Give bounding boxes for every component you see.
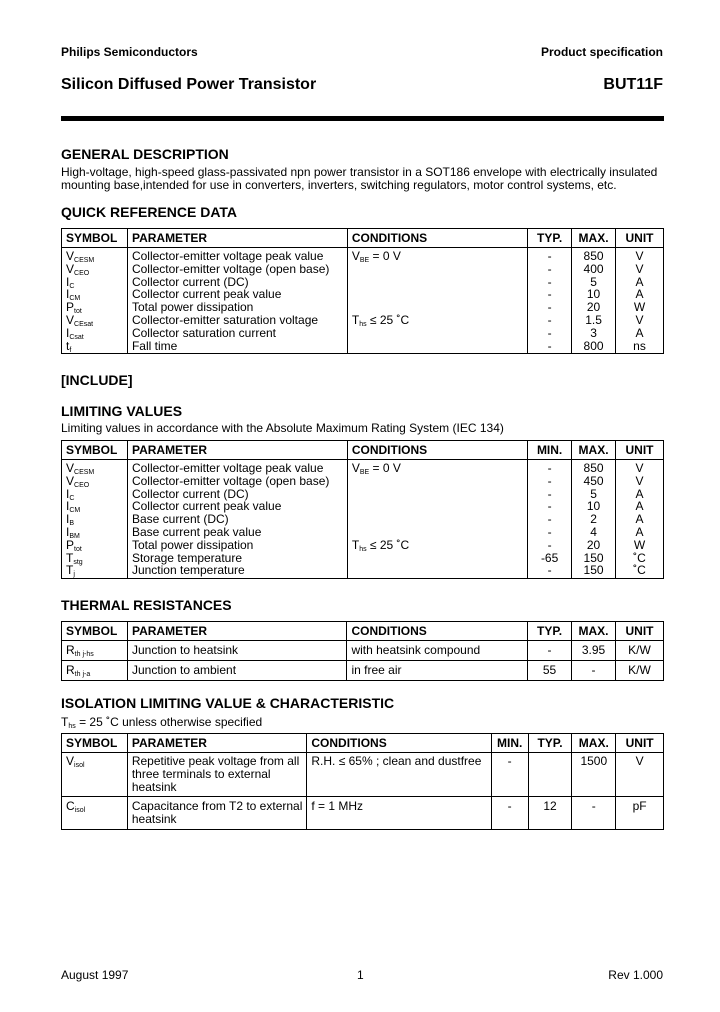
column-header: MAX. [572, 622, 616, 641]
symbol: $P_{tot}$ [66, 300, 82, 316]
parameter: Collector-emitter saturation voltage [131, 312, 319, 327]
quick-reference-table [61, 228, 664, 354]
table-header-row [62, 229, 664, 248]
parameter-column [127, 248, 347, 354]
unit-value: K/W [616, 641, 664, 661]
symbol: $I_B$ [66, 512, 75, 528]
symbol: $t_f$ [66, 338, 72, 354]
column-header: CONDITIONS [307, 734, 491, 753]
column-header: MIN. [528, 441, 572, 460]
isolation-intro: $T_{hs} = 25$ ˚C unless otherwise specified [61, 715, 263, 730]
parameter: Collector current peak value [131, 287, 282, 302]
isolation-heading: ISOLATION LIMITING VALUE & CHARACTERISTIC [61, 695, 395, 711]
parameter: Fall time [131, 338, 178, 353]
footer-revision: Rev 1.000 [608, 968, 663, 982]
symbol: $V_{CESM}$ [66, 249, 95, 264]
column-header: MAX. [572, 229, 616, 248]
parameter: Base current peak value [131, 524, 262, 539]
column-header: UNIT [616, 229, 664, 248]
parameter: Collector-emitter voltage peak value [131, 249, 324, 263]
parameter: Base current (DC) [131, 512, 229, 527]
general-description-text [61, 166, 664, 192]
symbol: $V_{CEO}$ [66, 473, 90, 489]
max-value: 3.95 [572, 641, 616, 661]
column-header: SYMBOL [62, 734, 128, 753]
column-header: TYP. [528, 734, 572, 753]
column-header: MAX. [572, 441, 616, 460]
min-column: - - - - - - - -65 - [528, 460, 572, 579]
footer-date: August 1997 [61, 968, 129, 982]
parameter: Collector-emitter voltage peak value [131, 461, 324, 475]
condition: $T_{hs} \le 25$ ˚C [351, 312, 410, 328]
conditions-column [347, 248, 527, 354]
table-body-row [62, 460, 664, 579]
include-placeholder: [INCLUDE] [61, 372, 133, 388]
parameter: Collector current peak value [131, 499, 282, 514]
typ-value: - [528, 641, 572, 661]
table-row [62, 753, 664, 797]
condition: $V_{BE} = 0$ V [351, 249, 401, 264]
table-row [62, 797, 664, 830]
parameter: Junction to ambient [127, 661, 346, 681]
max-column: 850 450 5 10 2 4 20 150 150 [572, 460, 616, 579]
parameter-column [127, 460, 347, 579]
column-header: UNIT [616, 734, 664, 753]
document-type: Product specification [540, 45, 663, 59]
symbol: $I_C$ [66, 274, 75, 290]
symbol: $T_{stg}$ [66, 550, 83, 566]
column-header: CONDITIONS [347, 441, 527, 460]
column-header: UNIT [616, 441, 664, 460]
condition: $V_{BE} = 0$ V [351, 461, 401, 476]
parameter: Junction to heatsink [127, 641, 346, 661]
conditions-column [347, 460, 527, 579]
symbol: $I_{BM}$ [66, 524, 80, 540]
symbol: $R_{th j-a}$ [62, 661, 128, 681]
quick-reference-heading: QUICK REFERENCE DATA [61, 204, 238, 220]
symbol: $R_{th j-hs}$ [62, 641, 128, 661]
column-header: SYMBOL [62, 441, 128, 460]
limiting-values-intro: Limiting values in accordance with the Absolute Maximum Rating System (IEC 134) [61, 421, 504, 435]
table-header-row [62, 441, 664, 460]
parameter: Collector-emitter voltage (open base) [131, 473, 330, 488]
table-header-row [62, 734, 664, 753]
symbol: $C_{isol}$ [62, 797, 128, 830]
unit-column: V V A A A A W ˚C ˚C [616, 460, 664, 579]
typ-value [528, 753, 572, 797]
symbol: $P_{tot}$ [66, 537, 82, 553]
parameter: Total power dissipation [131, 300, 254, 315]
symbol: $I_{CM}$ [66, 499, 81, 515]
table-header-row [62, 622, 664, 641]
document-title: Silicon Diffused Power Transistor [61, 76, 317, 93]
parameter: Total power dissipation [131, 537, 254, 552]
condition: f = 1 MHz [307, 797, 491, 830]
column-header: CONDITIONS [347, 229, 527, 248]
condition: R.H. ≤ 65% ; clean and dustfree [307, 753, 491, 797]
company-name: Philips Semiconductors [61, 45, 198, 59]
parameter: Storage temperature [131, 550, 243, 565]
max-value: - [572, 661, 616, 681]
parameter: Junction temperature [131, 563, 245, 578]
column-header: MIN. [491, 734, 528, 753]
unit-value: V [616, 753, 664, 797]
typ-value: 12 [528, 797, 572, 830]
description-line: High-voltage, high-speed glass-passivated npn power transistor in a SOT186 envelope with electrically insulated [61, 165, 658, 179]
condition: in free air [347, 661, 528, 681]
max-column: 850 400 5 10 20 1.5 3 800 [572, 248, 616, 354]
column-header: PARAMETER [127, 441, 347, 460]
unit-value: pF [616, 797, 664, 830]
symbol: $V_{isol}$ [62, 753, 128, 797]
parameter: Collector saturation current [131, 325, 277, 340]
footer-page-number: 1 [357, 968, 364, 982]
unit-column: V V A A W V A ns [616, 248, 664, 354]
description-line: mounting base,intended for use in converters, inverters, switching regulators, motor control systems, etc. [61, 177, 617, 192]
unit-value: K/W [616, 661, 664, 681]
symbol-column [62, 460, 128, 579]
symbol: $V_{CEsat}$ [66, 312, 94, 328]
column-header: PARAMETER [127, 622, 346, 641]
column-header: MAX. [572, 734, 616, 753]
column-header: SYMBOL [62, 622, 128, 641]
symbol: $T_j$ [66, 563, 75, 579]
column-header: UNIT [616, 622, 664, 641]
parameter: Capacitance from T2 to external heatsink [127, 797, 307, 830]
general-description-heading: GENERAL DESCRIPTION [61, 146, 229, 162]
column-header: TYP. [528, 229, 572, 248]
symbol-column [62, 248, 128, 354]
symbol: $V_{CESM}$ [66, 461, 95, 476]
max-value: - [572, 797, 616, 830]
min-value: - [491, 753, 528, 797]
symbol: $I_{CM}$ [66, 287, 81, 303]
column-header: SYMBOL [62, 229, 128, 248]
column-header: PARAMETER [127, 229, 347, 248]
table-body-row [62, 248, 664, 354]
symbol: $V_{CEO}$ [66, 261, 90, 277]
isolation-table [61, 733, 664, 830]
table-row [62, 661, 664, 681]
table-row [62, 641, 664, 661]
condition: with heatsink compound [347, 641, 528, 661]
max-value: 1500 [572, 753, 616, 797]
typ-column: - - - - - - - - [528, 248, 572, 354]
parameter: Collector-emitter voltage (open base) [131, 261, 330, 276]
column-header: PARAMETER [127, 734, 307, 753]
thermal-resistances-heading: THERMAL RESISTANCES [61, 597, 232, 613]
limiting-values-table [61, 440, 664, 579]
typ-value: 55 [528, 661, 572, 681]
limiting-values-heading: LIMITING VALUES [61, 403, 183, 419]
condition: $T_{hs} \le 25$ ˚C [351, 537, 410, 553]
header-rule [61, 116, 664, 121]
column-header: TYP. [528, 622, 572, 641]
column-header: CONDITIONS [347, 622, 528, 641]
min-value: - [491, 797, 528, 830]
parameter: Collector current (DC) [131, 274, 249, 289]
parameter: Collector current (DC) [131, 486, 249, 501]
thermal-resistances-table [61, 621, 664, 681]
part-number: BUT11F [603, 76, 663, 93]
symbol: $I_{Csat}$ [66, 325, 84, 341]
symbol: $I_C$ [66, 486, 75, 502]
parameter: Repetitive peak voltage from all three terminals to external heatsink [127, 753, 307, 797]
